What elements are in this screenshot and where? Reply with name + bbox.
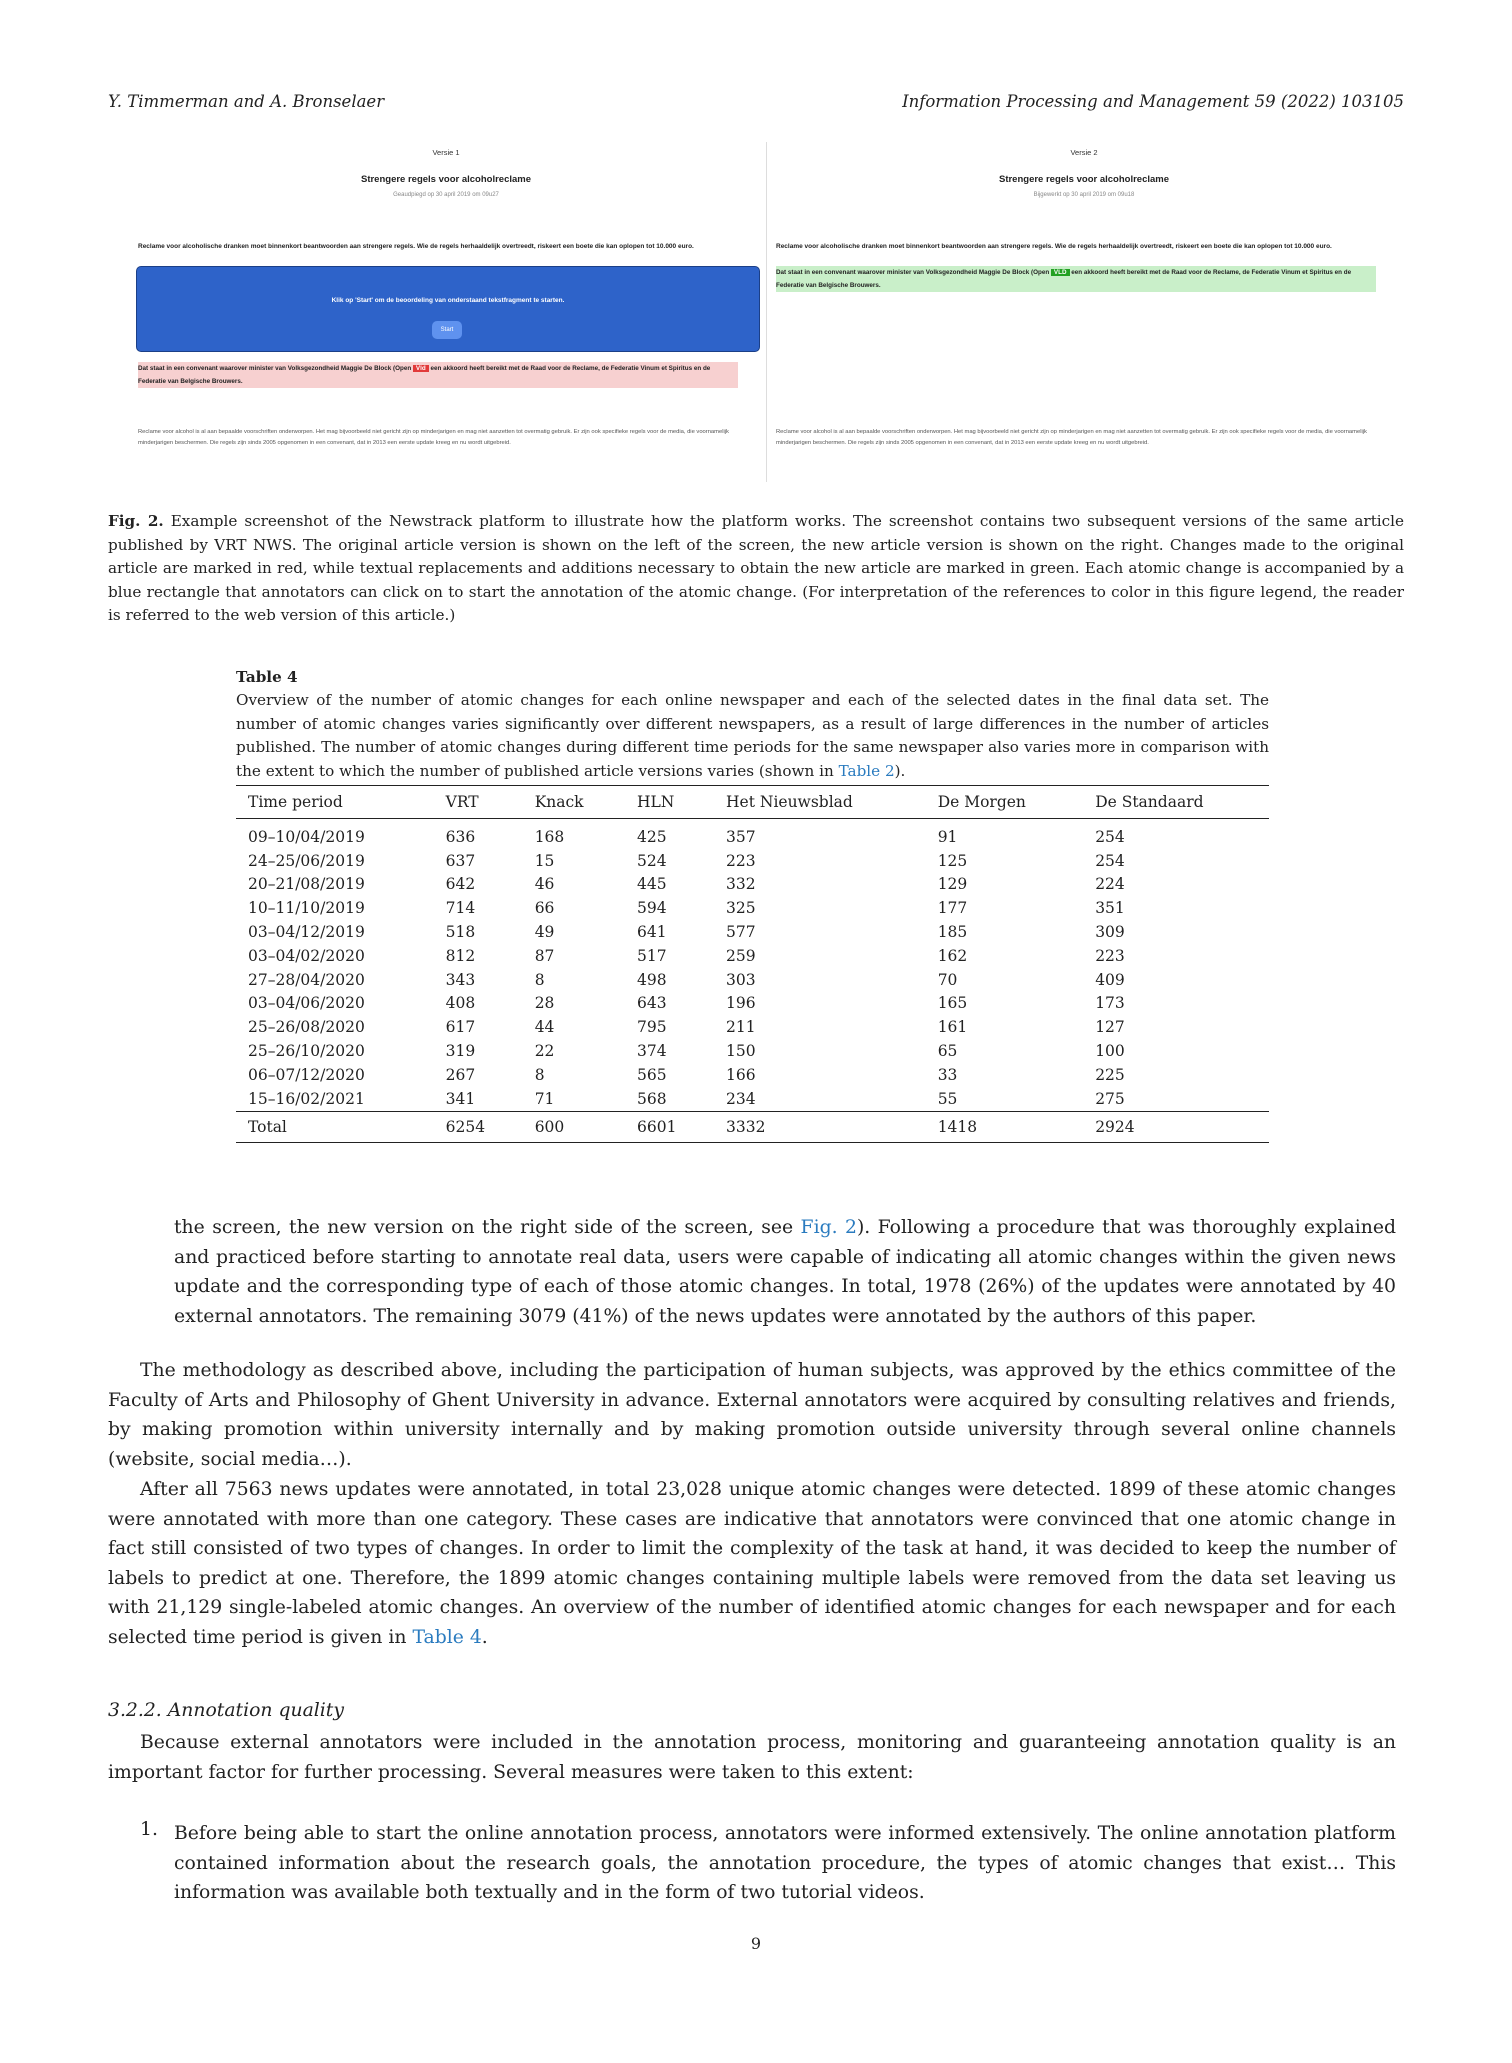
- total-cell: 3332: [714, 1111, 926, 1142]
- annotation-prompt-box[interactable]: [136, 266, 760, 352]
- table-description: [236, 689, 1269, 783]
- table-cell: 325: [726, 899, 756, 918]
- table-cell: 254: [1095, 827, 1125, 846]
- table-cell: 642: [445, 875, 476, 894]
- table-total-row: [236, 1111, 1269, 1142]
- table-cell: 524: [636, 851, 667, 870]
- table-cell: 177: [937, 899, 968, 918]
- data-table: [236, 785, 1269, 1143]
- table-cell: 09–10/04/2019: [248, 827, 365, 846]
- start-button[interactable]: Start: [432, 321, 462, 339]
- column-header: De Standaard: [1083, 786, 1269, 819]
- removed-text-highlight: [138, 362, 738, 388]
- paragraph-text: ). Following a procedure that was thoroughly explained and practiced before starting to annotate real data, users were capable of indicating all atomic changes within the given news update and the corresponding type of each of those atomic changes. In total, 1978 (26%) of the updates were annotated by 40 external annotators. The remaining 3079 (41%) of the news updates were annotated by the authors of this paper.: [174, 1217, 1397, 1327]
- table-row: [236, 1063, 1269, 1087]
- article-date: Bijgewerkt op 30 april 2019 om 09u18: [1033, 192, 1135, 198]
- total-cell: 1418: [926, 1111, 1084, 1142]
- table-cell: 25–26/08/2020: [248, 1018, 365, 1037]
- article-tail-text: Reclame voor alcohol is al aan bepaalde voorschriften onderworpen. Het mag bijvoorbeeld niet gericht zijn op minderjarigen en mag niet aanzetten tot overmatig gebruik. Er zijn ook specifieke regels voor de media, die voornamelijk minderjarigen beschermen. Die regels zijn sinds 2005 opgenomen in een convenant, dat in 2013 een eerste update kreeg en nu wordt uitgebreid.: [138, 429, 729, 446]
- table-cell: 409: [1095, 970, 1125, 989]
- article-title: Strengere regels voor alcoholreclame: [360, 174, 532, 185]
- table-cell: 03–04/06/2020: [248, 994, 365, 1013]
- table-cell: 03–04/12/2019: [248, 923, 365, 942]
- table-cell: 27–28/04/2020: [248, 970, 365, 989]
- table-cell: 173: [1095, 994, 1125, 1013]
- table-cell: 374: [636, 1042, 667, 1061]
- table-cell: 25–26/10/2020: [248, 1042, 365, 1061]
- total-cell: Total: [236, 1111, 434, 1142]
- table-cell: 517: [636, 946, 667, 965]
- added-text-pre: Dat staat in een convenant waarover minister van Volksgezondheid Maggie De Block (Open: [776, 269, 1050, 276]
- table-cell: 568: [636, 1089, 667, 1108]
- total-cell: 6254: [434, 1111, 523, 1142]
- version-1-pane: [136, 142, 756, 482]
- total-cell: 6601: [625, 1111, 714, 1142]
- table-cell: 343: [445, 970, 476, 989]
- table-2-link[interactable]: Table 2: [838, 761, 895, 780]
- table-cell: 332: [726, 875, 756, 894]
- table-cell: 259: [726, 946, 756, 965]
- table-4: [236, 666, 1269, 1143]
- column-header: HLN: [625, 786, 714, 819]
- table-title: Table 4: [236, 668, 298, 686]
- annotation-prompt-text: Klik op 'Start' om de beoordeling van onderstaand tekstfragment te starten.: [331, 297, 565, 304]
- table-cell: 03–04/02/2020: [248, 946, 365, 965]
- table-cell: 24–25/06/2019: [248, 851, 365, 870]
- table-cell: 65: [937, 1042, 958, 1061]
- section-heading: 3.2.2. Annotation quality: [108, 1700, 344, 1721]
- table-cell: 44: [534, 1018, 555, 1037]
- table-cell: 309: [1095, 923, 1125, 942]
- table-cell: 125: [937, 851, 968, 870]
- table-description-text: Overview of the number of atomic changes for each online newspaper and each of the selected dates in the final data set. The number of atomic changes varies significantly over different newspapers, as a result of large differences in the number of articles published. The number of atomic changes during different time periods for the same newspaper also varies more in comparison with the extent to which the number of published article versions varies (shown in: [236, 691, 1269, 780]
- table-cell: 87: [534, 946, 555, 965]
- table-cell: 641: [636, 923, 667, 942]
- table-cell: 351: [1095, 899, 1125, 918]
- total-cell: 2924: [1083, 1111, 1269, 1142]
- added-token: VLD: [1051, 269, 1070, 276]
- article-tail-text: Reclame voor alcohol is al aan bepaalde voorschriften onderworpen. Het mag bijvoorbeeld niet gericht zijn op minderjarigen en mag niet aanzetten tot overmatig gebruik. Er zijn ook specifieke regels voor de media, die voornamelijk minderjarigen beschermen. Die regels zijn sinds 2005 opgenomen in een convenant, dat in 2013 een eerste update kreeg en nu wordt uitgebreid.: [776, 429, 1367, 446]
- paragraph-text: After all 7563 news updates were annotated, in total 23,028 unique atomic changes were detected. 1899 of these atomic changes were annotated with more than one category. These cases are indicative that annotators were convinced that one atomic change in fact still consisted of two types of changes. In order to limit the complexity of the task at hand, it was decided to keep the number of labels to predict at one. Therefore, the 1899 atomic changes containing multiple labels were removed from the data set leaving us with 21,129 single-labeled atomic changes. An overview of the number of identified atomic changes for each newspaper and for each selected time period is given in: [108, 1479, 1396, 1648]
- table-row: [236, 849, 1269, 873]
- table-header-row: [236, 786, 1269, 819]
- table-cell: 100: [1095, 1042, 1125, 1061]
- table-cell: 425: [636, 827, 667, 846]
- table-row: [236, 1087, 1269, 1111]
- table-cell: 162: [937, 946, 968, 965]
- column-header: Time period: [236, 786, 434, 819]
- table-cell: 150: [726, 1042, 756, 1061]
- table-cell: 33: [937, 1065, 958, 1084]
- table-cell: 445: [636, 875, 667, 894]
- version-label: Versie 1: [432, 148, 460, 157]
- table-cell: 636: [445, 827, 476, 846]
- table-cell: 49: [534, 923, 555, 942]
- table-cell: 303: [726, 970, 756, 989]
- table-cell: 70: [937, 970, 958, 989]
- column-header: Het Nieuwsblad: [714, 786, 926, 819]
- table-row: [236, 896, 1269, 920]
- table-cell: 795: [636, 1018, 667, 1037]
- table-cell: 10–11/10/2019: [248, 899, 365, 918]
- table-cell: 20–21/08/2019: [248, 875, 365, 894]
- table-cell: 185: [937, 923, 968, 942]
- table-cell: 129: [937, 875, 968, 894]
- pane-divider: [766, 142, 767, 482]
- table-cell: 812: [445, 946, 476, 965]
- table-cell: 06–07/12/2020: [248, 1065, 365, 1084]
- fig-2-link[interactable]: Fig. 2: [800, 1217, 857, 1238]
- paragraph-text: .: [481, 1626, 488, 1648]
- table-cell: 28: [534, 994, 555, 1013]
- version-2-pane: [774, 142, 1394, 482]
- table-cell: 234: [726, 1089, 756, 1108]
- table-cell: 8: [534, 1065, 545, 1084]
- column-header: Knack: [523, 786, 625, 819]
- table-cell: 643: [636, 994, 667, 1013]
- list-number: 1.: [140, 1819, 158, 1840]
- version-label: Versie 2: [1070, 148, 1098, 157]
- table-description-end: ).: [894, 761, 906, 780]
- table-cell: 46: [534, 875, 555, 894]
- table-cell: 498: [636, 970, 667, 989]
- table-cell: 357: [726, 827, 756, 846]
- figure-screenshot: [136, 142, 1376, 482]
- paragraph-text: the screen, the new version on the right side of the screen, see: [174, 1217, 801, 1238]
- table-cell: 22: [534, 1042, 555, 1061]
- removed-text-post: een akkoord heeft bereikt met de Raad voor de Reclame, de Federatie Vinum et Spiritus en de Federatie van Belgische Brouwers.: [138, 365, 711, 385]
- table-cell: 166: [726, 1065, 756, 1084]
- table-cell: 617: [445, 1018, 476, 1037]
- removed-token: Vld: [413, 365, 429, 372]
- table-cell: 165: [937, 994, 968, 1013]
- article-intro: Reclame voor alcoholische dranken moet binnenkort beantwoorden aan strengere regels. Wie de regels herhaaldelijk overtreedt, riskeert een boete die kan oplopen tot 10.000 euro.: [776, 243, 1332, 250]
- table-body: [236, 819, 1269, 1112]
- table-row: [236, 1015, 1269, 1039]
- table-row: [236, 819, 1269, 849]
- table-cell: 637: [445, 851, 476, 870]
- body-paragraph-2: The methodology as described above, including the participation of human subjects, was approved by the ethics committee of the Faculty of Arts and Philosophy of Ghent University in advance. External annotators were acquired by consulting relatives and friends, by making promotion within university internally and by making promotion outside university through several online channels (website, social media…).: [108, 1360, 1396, 1470]
- body-paragraph-4: Because external annotators were included in the annotation process, monitoring and guaranteeing annotation quality is an important factor for further processing. Several measures were taken to this extent:: [108, 1732, 1396, 1783]
- table-cell: 408: [445, 994, 476, 1013]
- table-cell: 341: [445, 1089, 476, 1108]
- table-cell: 168: [534, 827, 565, 846]
- running-header-authors: Y. Timmerman and A. Bronselaer: [108, 92, 385, 111]
- table-cell: 15: [534, 851, 555, 870]
- table-cell: 714: [445, 899, 476, 918]
- list-item-text: Before being able to start the online annotation process, annotators were informed extensively. The online annotation platform contained information about the research goals, the annotation procedure, the types of atomic changes that exist… This information was available both textually and in the form of two tutorial videos.: [174, 1823, 1396, 1903]
- article-date: Geaudpiegd op 30 april 2019 om 09u27: [393, 192, 499, 198]
- column-header: De Morgen: [926, 786, 1084, 819]
- body-paragraph-3: [108, 1475, 1396, 1652]
- table-row: [236, 1039, 1269, 1063]
- table-cell: 225: [1095, 1065, 1125, 1084]
- table-cell: 565: [636, 1065, 667, 1084]
- running-header-journal: Information Processing and Management 59 (2022) 103105: [902, 92, 1404, 111]
- table-cell: 518: [445, 923, 476, 942]
- removed-text-pre: Dat staat in een convenant waarover minister van Volksgezondheid Maggie De Block (Open: [138, 365, 412, 372]
- table-row: [236, 873, 1269, 897]
- table-cell: 594: [636, 899, 667, 918]
- column-header: VRT: [434, 786, 523, 819]
- table-row: [236, 920, 1269, 944]
- table-cell: 71: [534, 1089, 555, 1108]
- table-cell: 91: [937, 827, 958, 846]
- table-cell: 66: [534, 899, 555, 918]
- table-cell: 196: [726, 994, 756, 1013]
- table-cell: 55: [937, 1089, 958, 1108]
- article-intro: Reclame voor alcoholische dranken moet binnenkort beantwoorden aan strengere regels. Wie de regels herhaaldelijk overtreedt, riskeert een boete die kan oplopen tot 10.000 euro.: [138, 243, 694, 250]
- table-cell: 267: [445, 1065, 476, 1084]
- body-paragraph-1: [174, 1213, 1396, 1331]
- table-cell: 223: [726, 851, 756, 870]
- table-row: [236, 968, 1269, 992]
- figure-caption-label: Fig. 2.: [108, 512, 164, 530]
- table-cell: 319: [445, 1042, 476, 1061]
- table-cell: 127: [1095, 1018, 1125, 1037]
- table-row: [236, 944, 1269, 968]
- table-cell: 223: [1095, 946, 1125, 965]
- article-title: Strengere regels voor alcoholreclame: [998, 174, 1170, 185]
- table-cell: 15–16/02/2021: [248, 1089, 365, 1108]
- table-cell: 577: [726, 923, 756, 942]
- table-cell: 161: [937, 1018, 968, 1037]
- total-cell: 600: [523, 1111, 625, 1142]
- table-row: [236, 992, 1269, 1016]
- added-text-post: een akkoord heeft bereikt met de Raad voor de Reclame, de Federatie Vinum et Spiritus en de Federatie van Belgische Brouwers.: [776, 269, 1352, 289]
- table-cell: 275: [1095, 1089, 1125, 1108]
- figure-caption: [108, 510, 1404, 628]
- table-cell: 8: [534, 970, 545, 989]
- figure-caption-text: Example screenshot of the Newstrack platform to illustrate how the platform works. The screenshot contains two subsequent versions of the same article published by VRT NWS. The original article version is shown on the left of the screen, the new article version is shown on the right. Changes made to the original article are marked in red, while textual replacements and additions necessary to obtain the new article are marked in green. Each atomic change is accompanied by a blue rectangle that annotators can click on to start the annotation of the atomic change. (For interpretation of the references to color in this figure legend, the reader is referred to the web version of this article.): [108, 512, 1405, 624]
- table-cell: 254: [1095, 851, 1125, 870]
- table-cell: 224: [1095, 875, 1125, 894]
- table-4-link[interactable]: Table 4: [412, 1626, 482, 1648]
- added-text-highlight: [776, 266, 1376, 292]
- page-number: 9: [750, 1934, 762, 1953]
- table-cell: 211: [726, 1018, 756, 1037]
